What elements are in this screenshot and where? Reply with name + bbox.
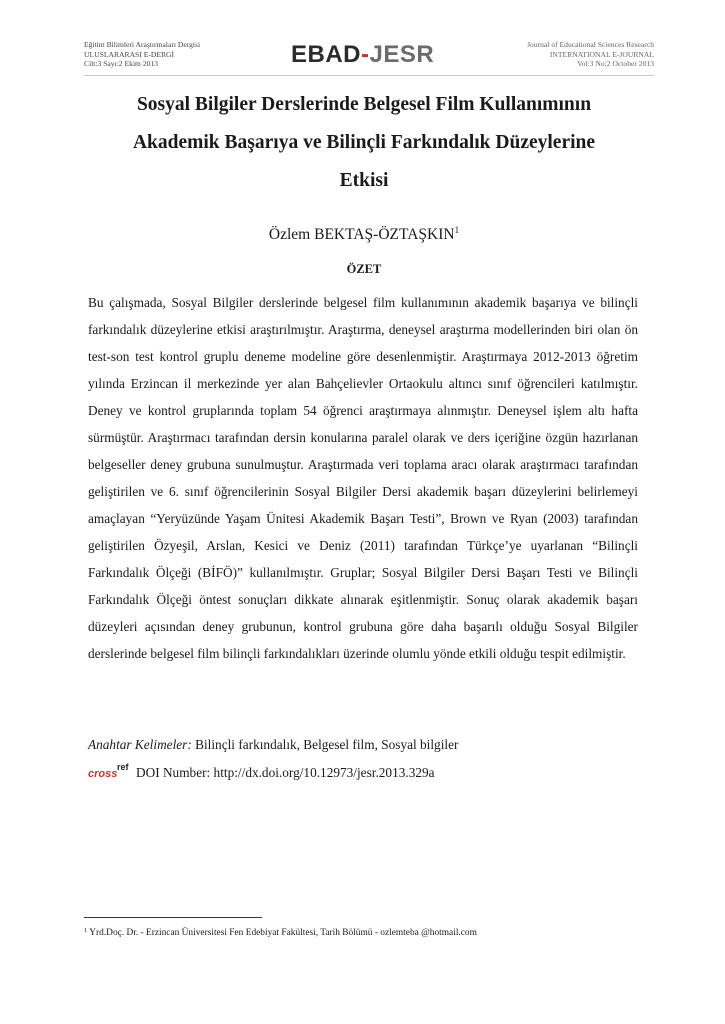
journal-name-tr: [84, 40, 200, 69]
logo-ebad: EBAD: [291, 41, 362, 68]
footnote: [84, 925, 644, 939]
journal-issue-line: Cilt:3 Sayı:2 Ekim 2013: [84, 59, 159, 69]
abstract-heading: ÖZET: [346, 262, 382, 276]
footnote-divider: [84, 917, 262, 918]
author-name: Özlem BEKTAŞ-ÖZTAŞKIN: [268, 226, 455, 243]
journal-logo: [291, 42, 434, 68]
logo-jesr: JESR: [369, 41, 435, 68]
header-divider: [84, 75, 654, 76]
keywords: [88, 735, 638, 755]
journal-name-line: Eğitim Bilimleri Araştırmaları Dergisi: [84, 40, 201, 49]
doi-line: [88, 763, 638, 783]
keywords-value: Bilinçli farkındalık, Belgesel film, Sosyal bilgiler: [191, 737, 459, 752]
journal-issue-line-en: Vol:3 No:2 October 2013: [577, 59, 654, 69]
title-line: Etkisi: [339, 170, 389, 191]
footnote-mark: 1: [84, 927, 88, 934]
journal-header: [84, 36, 654, 76]
journal-name-en: [527, 40, 654, 69]
author-line: [84, 220, 644, 245]
paper-title: [84, 86, 644, 200]
title-line: Akademik Başarıya ve Bilinçli Farkındalık Düzeylerine: [132, 132, 596, 153]
logo-separator: -: [361, 41, 370, 68]
crossref-logo-sup: ref: [117, 763, 129, 772]
author-footnote-mark: 1: [454, 225, 460, 235]
journal-name-line-en: Journal of Educational Sciences Research: [527, 40, 654, 49]
keywords-label: Anahtar Kelimeler:: [88, 737, 192, 752]
doi-number: DOI Number: http://dx.doi.org/10.12973/jesr.2013.329a: [136, 765, 435, 780]
title-line: Sosyal Bilgiler Derslerinde Belgesel Film Kullanımının: [136, 94, 592, 115]
journal-type-line: ULUSLARARASI E-DERGİ: [84, 49, 175, 59]
crossref-logo-icon: [88, 763, 132, 779]
journal-type-line-en: INTERNATIONAL E-JOURNAL: [549, 49, 654, 59]
abstract-text: Bu çalışmada, Sosyal Bilgiler derslerinde belgesel film kullanımının akademik başarıya ve bilinçli farkındalık düzeylerine etkisi araştırılmıştır. Araştırma, deneysel araştırma modellerinden biri olan ön test-son test kontrol gruplu deneme modeline göre desenlenmiştir. Araştırmaya 2012-2013 öğretim yılında Erzincan il merkezinde yer alan Bahçelievler Ortaokulu altıncı sınıf öğrencileri katılmıştır. Deney ve kontrol gruplarında toplam 54 öğrenci araştırmaya alınmıştır. Deneysel işlem altı hafta sürmüştür. Araştırmacı tarafından dersin konularına paralel olarak ve ders içeriğine özgün hazırlanan belgeseller deney grubuna sunulmuştur. Araştırmada veri toplama aracı olarak araştırmacı tarafından geliştirilen ve 6. sınıf öğrencilerinin Sosyal Bilgiler Dersi akademik başarı düzeylerini belirlemeyi amaçlayan “Yeryüzünde Yaşam Ünitesi Akademik Başarı Testi”, Brown ve Ryan (2003) tarafından geliştirilen Özyeşil, Arslan, Kesici ve Deniz (2011) tarafından Türkçe’ye uyarlanan “Bilinçli Farkındalık Ölçeği (BİFÖ)” kullanılmıştır. Gruplar; Sosyal Bilgiler Dersi Başarı Testi ve Bilinçli Farkındalık Ölçeği öntest sonuçları dikkate alınarak eşitlenmiştir. Sonuç olarak akademik başarı düzeyleri açısından deney grubunun, kontrol grubuna göre daha başarılı olduğu Sosyal Bilgiler derslerinde belgesel film bilinçli farkındalıkları üzerinde olumlu yönde etkili olduğu tespit edilmiştir.: [88, 295, 638, 661]
footnote-text: Yrd.Doç. Dr. - Erzincan Üniversitesi Fen Edebiyat Fakültesi, Tarih Bölümü - ozlemteba @hotmail.com: [87, 928, 477, 938]
crossref-logo-text: cross: [88, 768, 118, 779]
